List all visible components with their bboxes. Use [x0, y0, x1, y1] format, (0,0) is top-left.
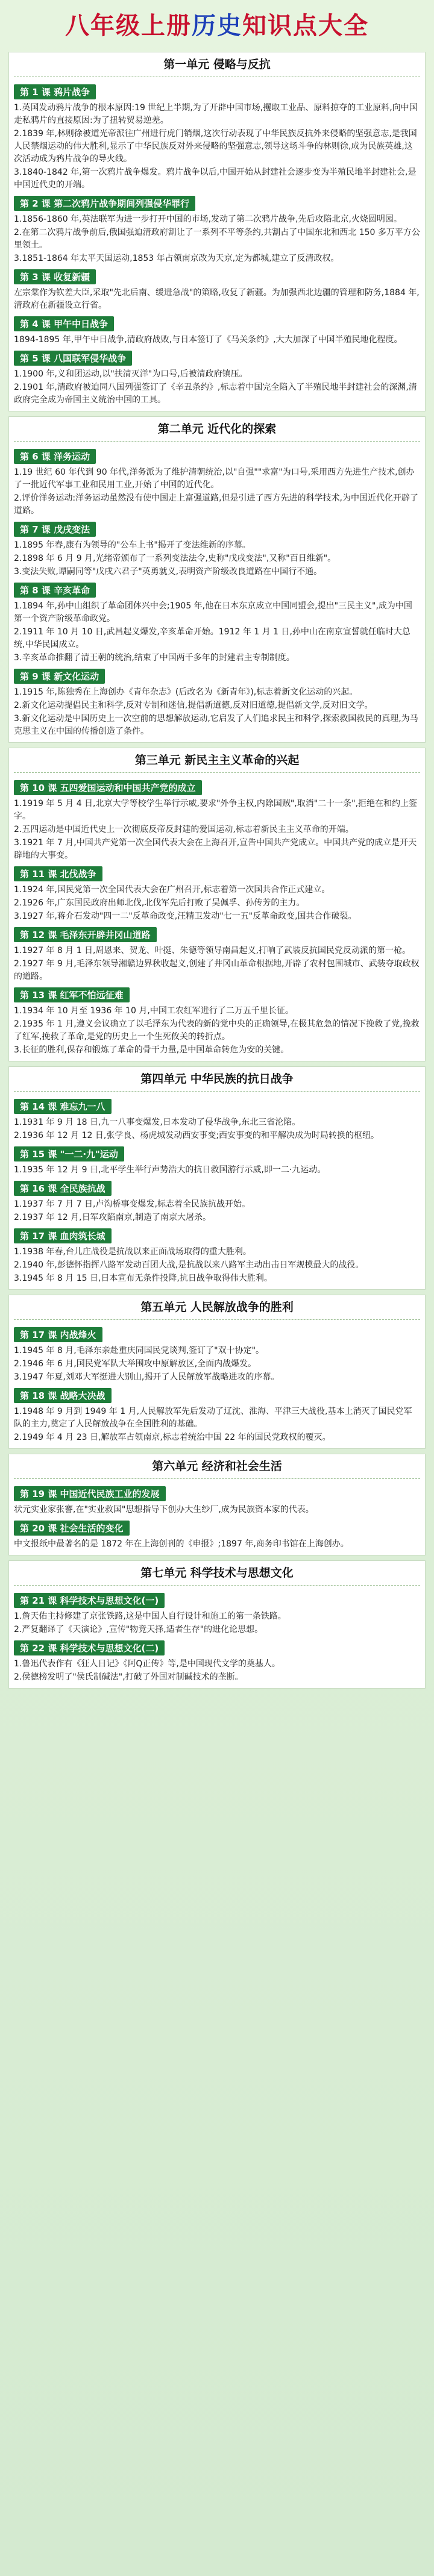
- unit-section: [8, 1066, 426, 1290]
- knowledge-item: 2.1901 年,清政府被迫同八国列强签订了《辛丑条约》,标志着中国完全陷入了半殖民地半封建社会的深渊,清政府完全成为帝国主义统治中国的工具。: [14, 383, 417, 405]
- lesson-label: 第 15 课 "一二·九"运动: [14, 1146, 124, 1161]
- lesson-label: 第 17 课 血肉筑长城: [14, 1228, 112, 1243]
- knowledge-item: 1.1937 年 7 月 7 日,卢沟桥事变爆发,标志着全民族抗战开始。: [14, 1199, 250, 1209]
- knowledge-item: 1.1945 年 8 月,毛泽东亲赴重庆同国民党谈判,签订了"双十协定"。: [14, 1346, 265, 1355]
- knowledge-item: 1.1895 年春,康有为领导的"公车上书"揭开了变法维新的序幕。: [14, 540, 251, 550]
- knowledge-item: 1.1900 年,义和团运动,以"扶清灭洋"为口号,后被清政府镇压。: [14, 369, 248, 379]
- lesson-label: 第 20 课 社会生活的变化: [14, 1521, 130, 1536]
- knowledge-item: 2.新文化运动提倡民主和科学,反对专制和迷信,提倡新道德,反对旧道德,提倡新文学,反对旧文学。: [14, 701, 373, 710]
- knowledge-item: 3.新文化运动是中国历史上一次空前的思想解放运动,它启发了人们追求民主和科学,探索救国救民的真理,为马克思主义在中国的传播创造了条件。: [14, 714, 418, 736]
- lesson-label: 第 12 课 毛泽东开辟井冈山道路: [14, 927, 157, 942]
- knowledge-item: 状元实业家张謇,在"实业救国"思想指导下创办大生纱厂,成为民族资本家的代表。: [14, 1505, 314, 1515]
- knowledge-item: 1.1894 年,孙中山组织了革命团体兴中会;1905 年,他在日本东京成立中国同盟会,提出"三民主义",成为中国第一个资产阶级革命政党。: [14, 601, 412, 624]
- lesson-label: 第 8 课 辛亥革命: [14, 583, 96, 598]
- lesson-label: 第 10 课 五四爱国运动和中国共产党的成立: [14, 780, 202, 795]
- knowledge-item: 2.1949 年 4 月 23 日,解放军占领南京,标志着统治中国 22 年的国民党政权的覆灭。: [14, 1433, 331, 1442]
- unit-header: 第六单元 经济和社会生活: [14, 1454, 420, 1479]
- knowledge-item: 3.1947 年夏,刘邓大军挺进大别山,揭开了人民解放军战略进攻的序幕。: [14, 1372, 280, 1382]
- unit-section: [8, 416, 426, 743]
- lesson-label: 第 14 课 难忘九一八: [14, 1099, 112, 1114]
- knowledge-item: 2.1937 年 12 月,日军攻陷南京,制造了南京大屠杀。: [14, 1213, 212, 1222]
- knowledge-item: 1.1924 年,国民党第一次全国代表大会在广州召开,标志着第一次国共合作正式建立。: [14, 885, 330, 895]
- knowledge-item: 1.1856-1860 年,英法联军为进一步打开中国的市场,发动了第二次鸦片战争,先后攻陷北京,火烧圆明园。: [14, 214, 402, 224]
- knowledge-item: 3.辛亥革命推翻了清王朝的统治,结束了中国两千多年的封建君主专制制度。: [14, 653, 295, 663]
- unit-header: 第一单元 侵略与反抗: [14, 52, 420, 77]
- unit-header: 第七单元 科学技术与思想文化: [14, 1561, 420, 1586]
- knowledge-item: 2.1936 年 12 月 12 日,张学良、杨虎城发动西安事变;西安事变的和平解决成为时局转换的枢纽。: [14, 1131, 380, 1140]
- lesson-label: 第 11 课 北伐战争: [14, 866, 102, 881]
- knowledge-item: 3.1927 年,蒋介石发动"四一二"反革命政变,汪精卫发动"七一五"反革命政变,国共合作破裂。: [14, 911, 357, 921]
- knowledge-item: 2.1927 年 9 月,毛泽东领导湘赣边界秋收起义,创建了井冈山革命根据地,开辟了农村包围城市、武装夺取政权的道路。: [14, 959, 420, 981]
- unit-header: 第五单元 人民解放战争的胜利: [14, 1295, 420, 1320]
- knowledge-item: 1.1938 年春,台儿庄战役是抗战以来正面战场取得的重大胜利。: [14, 1247, 251, 1257]
- knowledge-item: 1.19 世纪 60 年代到 90 年代,洋务派为了维护清朝统治,以"自强""求富"为口号,采用西方先进生产技术,创办了一批近代军事工业和民用工业,开始了中国的近代化。: [14, 467, 415, 490]
- knowledge-item: 2.五四运动是中国近代史上一次彻底反帝反封建的爱国运动,标志着新民主主义革命的开端。: [14, 825, 354, 834]
- knowledge-item: 1.1931 年 9 月 18 日,九一八事变爆发,日本发动了侵华战争,东北三省沦陷。: [14, 1118, 301, 1127]
- unit-header: 第四单元 中华民族的抗日战争: [14, 1067, 420, 1092]
- lesson-label: 第 16 课 全民族抗战: [14, 1181, 112, 1196]
- lesson-label: 第 6 课 洋务运动: [14, 449, 96, 464]
- knowledge-item: 2.1839 年,林则徐被道光帝派往广州进行虎门销烟,这次行动表现了中华民族反抗外来侵略的坚强意志,是我国人民禁烟运动的伟大胜利,显示了中华民族反对外来侵略的坚强意志,领导这场斗争的林则徐,成为民族英雄,这次活动成为鸦片战争的导火线。: [14, 129, 417, 164]
- knowledge-item: 2.1940 年,彭德怀指挥八路军发动百团大战,是抗战以来八路军主动出击日军规模最大的战役。: [14, 1260, 364, 1270]
- unit-header: 第三单元 新民主主义革命的兴起: [14, 748, 420, 773]
- knowledge-item: 1.1927 年 8 月 1 日,周恩来、贺龙、叶挺、朱德等领导南昌起义,打响了武装反抗国民党反动派的第一枪。: [14, 946, 410, 955]
- units-container: [8, 52, 426, 1689]
- lesson-label: 第 9 课 新文化运动: [14, 669, 105, 684]
- page-title: [8, 0, 426, 52]
- knowledge-item: 3.长征的胜利,保存和锻炼了革命的骨干力量,是中国革命转危为安的关键。: [14, 1045, 289, 1055]
- knowledge-item: 2.1946 年 6 月,国民党军队大举围攻中原解放区,全面内战爆发。: [14, 1359, 257, 1369]
- unit-section: [8, 1454, 426, 1555]
- knowledge-item: 2.1926 年,广东国民政府出师北伐,北伐军先后打败了吴佩孚、孙传芳的主力。: [14, 898, 305, 908]
- knowledge-item: 3.1921 年 7 月,中国共产党第一次全国代表大会在上海召开,宣告中国共产党成立。中国共产党的成立是开天辟地的大事变。: [14, 838, 417, 860]
- knowledge-item: 2.1911 年 10 月 10 日,武昌起义爆发,辛亥革命开始。1912 年 1 月 1 日,孙中山在南京宣誓就任临时大总统,中华民国成立。: [14, 627, 410, 649]
- title-part1: 八年级上册: [65, 12, 192, 40]
- knowledge-item: 1.鲁迅代表作有《狂人日记》《阿Q正传》等,是中国现代文学的奠基人。: [14, 1659, 280, 1669]
- knowledge-item: 中文报纸中最著名的是 1872 年在上海创刊的《申报》;1897 年,商务印书馆在上海创办。: [14, 1539, 349, 1549]
- knowledge-item: 1.1915 年,陈独秀在上海创办《青年杂志》(后改名为《新青年》),标志着新文化运动的兴起。: [14, 687, 358, 697]
- title-part3: 知识点大全: [242, 12, 369, 40]
- lesson-label: 第 3 课 收复新疆: [14, 269, 96, 284]
- knowledge-item: 3.1851-1864 年太平天国运动,1853 年占领南京改为天京,定为都城,建立了反清政权。: [14, 254, 339, 263]
- knowledge-item: 1.1919 年 5 月 4 日,北京大学等校学生举行示威,要求"外争主权,内除国贼",取消"二十一条",拒绝在和约上签字。: [14, 799, 418, 821]
- knowledge-item: 1.詹天佑主持修建了京张铁路,这是中国人自行设计和施工的第一条铁路。: [14, 1612, 286, 1621]
- knowledge-item: 1.英国发动鸦片战争的根本原因:19 世纪上半期,为了开辟中国市场,攫取工业品、原料掠夺的工业原料,向中国走私鸦片的直接原因:为了扭转贸易逆差。: [14, 103, 418, 125]
- knowledge-item: 3.1945 年 8 月 15 日,日本宣布无条件投降,抗日战争取得伟大胜利。: [14, 1274, 272, 1283]
- lesson-label: 第 17 课 内战烽火: [14, 1327, 102, 1342]
- knowledge-item: 1.1934 年 10 月至 1936 年 10 月,中国工农红军进行了二万五千里长征。: [14, 1006, 294, 1016]
- knowledge-item: 3.变法失败,谭嗣同等"戊戌六君子"英勇就义,表明资产阶级改良道路在中国行不通。: [14, 567, 322, 577]
- lesson-label: 第 19 课 中国近代民族工业的发展: [14, 1486, 166, 1501]
- knowledge-item: 3.1840-1842 年,第一次鸦片战争爆发。鸦片战争以后,中国开始从封建社会逐步变为半殖民地半封建社会,是中国近代史的开端。: [14, 167, 417, 190]
- knowledge-item: 1.1935 年 12 月 9 日,北平学生举行声势浩大的抗日救国游行示威,即一二·九运动。: [14, 1165, 326, 1175]
- knowledge-item: 1.1948 年 9 月到 1949 年 1 月,人民解放军先后发动了辽沈、淮海、平津三大战役,基本上消灭了国民党军队的主力,奠定了人民解放战争在全国胜利的基础。: [14, 1407, 412, 1429]
- knowledge-item: 2.1898 年 6 月 9 月,光绪帝颁布了一系列变法法令,史称"戊戌变法",又称"百日维新"。: [14, 554, 336, 563]
- unit-section: [8, 1295, 426, 1449]
- knowledge-item: 左宗棠作为钦差大臣,采取"先北后南、缓进急战"的策略,收复了新疆。为加强西北边疆的管理和防务,1884 年,清政府在新疆设立行省。: [14, 288, 420, 310]
- lesson-label: 第 2 课 第二次鸦片战争期间列强侵华罪行: [14, 196, 195, 211]
- lesson-label: 第 13 课 红军不怕远征难: [14, 987, 130, 1002]
- unit-section: [8, 748, 426, 1061]
- knowledge-item: 1894-1895 年,甲午中日战争,清政府战败,与日本签订了《马关条约》,大大加深了中国半殖民地化程度。: [14, 335, 403, 345]
- unit-header: 第二单元 近代化的探索: [14, 417, 420, 442]
- lesson-label: 第 22 课 科学技术与思想文化(二): [14, 1640, 165, 1655]
- lesson-label: 第 21 课 科学技术与思想文化(一): [14, 1593, 165, 1608]
- knowledge-item: 2.严复翻译了《天演论》,宣传"物竞天择,适者生存"的进化论思想。: [14, 1625, 263, 1634]
- unit-section: [8, 1560, 426, 1689]
- knowledge-item: 2.评价洋务运动:洋务运动虽然没有使中国走上富强道路,但是引进了西方先进的科学技术,为中国近代化开辟了道路。: [14, 493, 418, 516]
- knowledge-item: 2.1935 年 1 月,遵义会议确立了以毛泽东为代表的新的党中央的正确领导,在极其危急的情况下挽救了党,挽救了红军,挽救了革命,是党的历史上一个生死攸关的转折点。: [14, 1019, 420, 1042]
- title-part2: 历史: [192, 12, 242, 40]
- knowledge-item: 2.在第二次鸦片战争前后,俄国强迫清政府割让了一系列不平等条约,共割占了中国东北和西北 150 多万平方公里领土。: [14, 228, 420, 250]
- lesson-label: 第 1 课 鸦片战争: [14, 84, 96, 99]
- lesson-label: 第 18 课 战略大决战: [14, 1388, 112, 1403]
- lesson-label: 第 4 课 甲午中日战争: [14, 316, 114, 331]
- knowledge-item: 2.侯德榜发明了"侯氏制碱法",打破了外国对制碱技术的垄断。: [14, 1672, 244, 1682]
- unit-section: [8, 52, 426, 411]
- lesson-label: 第 7 课 戊戌变法: [14, 522, 96, 537]
- lesson-label: 第 5 课 八国联军侵华战争: [14, 351, 132, 366]
